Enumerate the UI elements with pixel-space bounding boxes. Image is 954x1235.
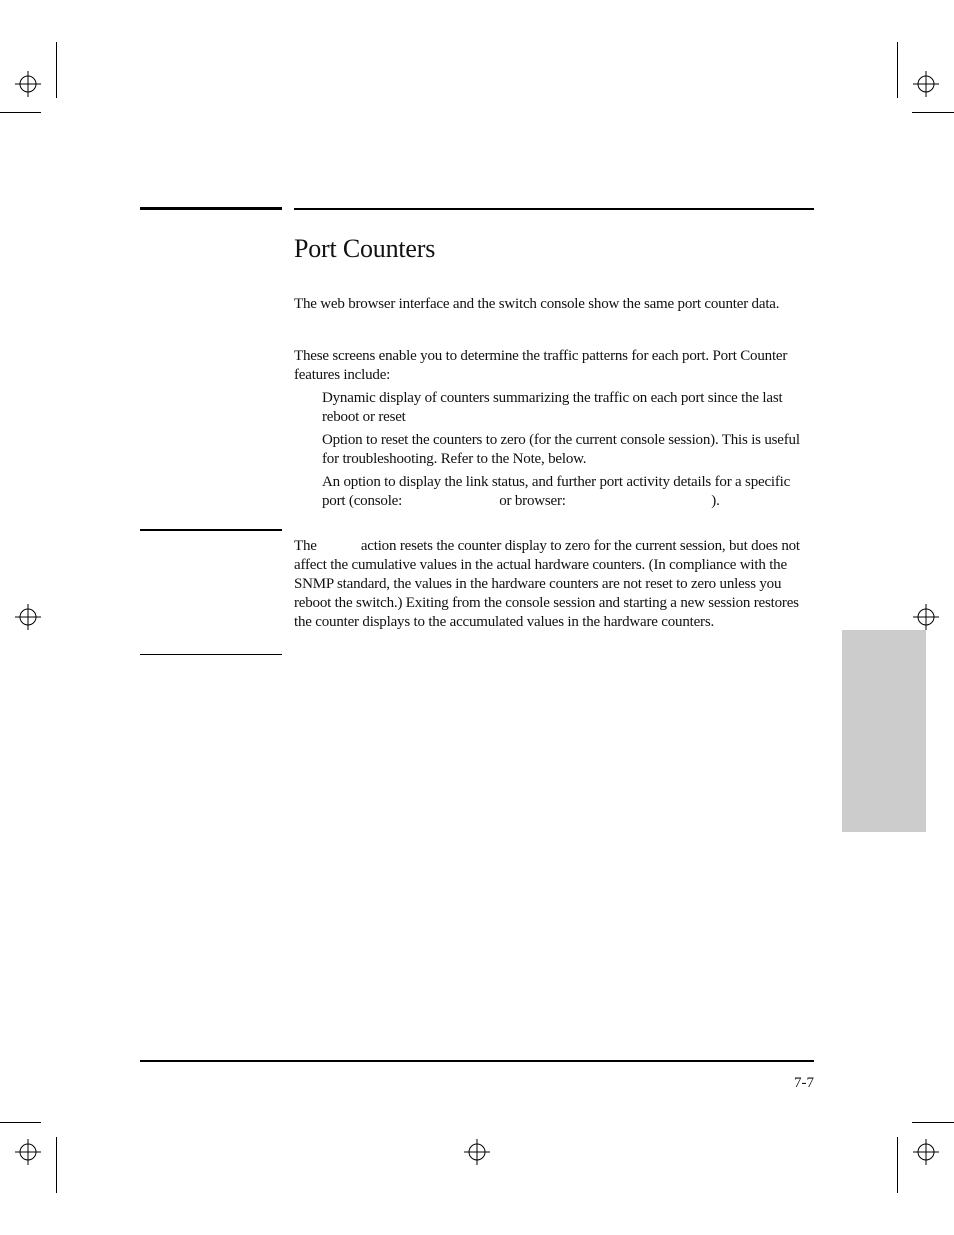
crop-mark-top-right-vertical <box>897 42 898 98</box>
footer-rule <box>140 1060 814 1062</box>
feature-list-item: Option to reset the counters to zero (for the current console session). This is useful for troubleshooting. Refer to the Note, below. <box>322 432 800 467</box>
registration-mark-icon <box>913 71 939 97</box>
note-top-rule <box>140 529 282 531</box>
intro-paragraph: The web browser interface and the switch console show the same port counter data. <box>294 296 780 312</box>
feature-text: or browser: <box>495 493 570 509</box>
registration-mark-icon <box>15 1139 41 1165</box>
chapter-thumb-tab <box>842 630 926 832</box>
note-text: action resets the counter display to zero for the current session, but does not affect the cumulative values in the actual hardware counters. (In compliance with the SNMP standard, the values in the hardware counters are not reset to zero unless you reboot the switch.) Exiting from the console session and starting a new session restores the counter displays to the accumulated values in the hardware counters. <box>294 538 800 630</box>
crop-mark-top-left-vertical <box>56 42 57 98</box>
crop-mark-bottom-right-horizontal <box>912 1122 954 1123</box>
margin-header-rule <box>140 207 282 210</box>
registration-mark-icon <box>913 1139 939 1165</box>
page-title: Port Counters <box>294 234 436 263</box>
note-bottom-rule <box>140 654 282 655</box>
crop-mark-top-left-horizontal <box>0 112 41 113</box>
intro-paragraph: These screens enable you to determine the traffic patterns for each port. Port Counter features include: <box>294 348 788 383</box>
registration-mark-icon <box>464 1139 490 1165</box>
feature-text: ). <box>711 493 720 509</box>
section-header-rule <box>294 208 814 210</box>
crop-mark-bottom-left-vertical <box>56 1137 57 1193</box>
feature-text: An option to display the link status, and further port activity details for a specific port (console: <box>322 474 791 509</box>
registration-mark-icon <box>15 71 41 97</box>
crop-mark-bottom-right-vertical <box>897 1137 898 1193</box>
feature-list-item: Dynamic display of counters summarizing the traffic on each port since the last reboot or reset <box>322 390 783 425</box>
crop-mark-bottom-left-horizontal <box>0 1122 41 1123</box>
page-number: 7-7 <box>794 1075 814 1091</box>
crop-mark-top-right-horizontal <box>912 112 954 113</box>
note-text: The <box>294 538 321 554</box>
note-paragraph <box>294 537 814 632</box>
registration-mark-icon <box>15 604 41 630</box>
feature-list-item <box>322 473 814 511</box>
registration-mark-icon <box>913 604 939 630</box>
